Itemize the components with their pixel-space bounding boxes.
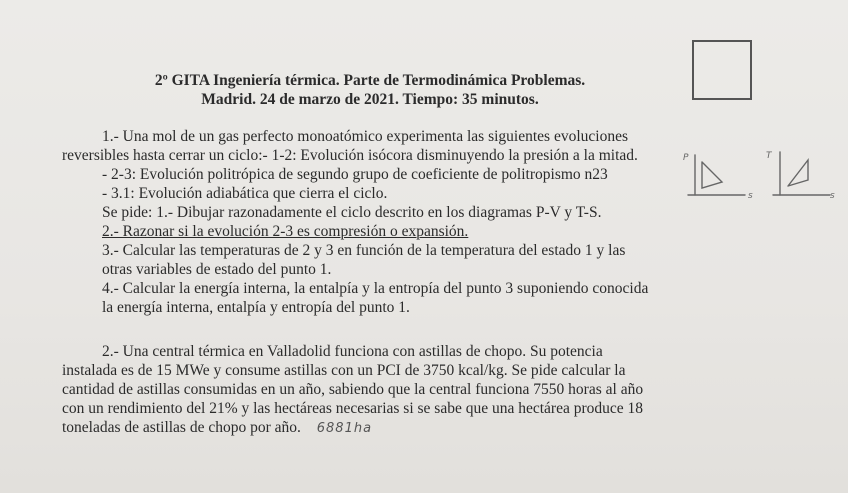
p1-line-2: reversibles hasta cerrar un ciclo:- 1-2: Evolución isócora disminuyendo la presión a la mitad. bbox=[62, 147, 638, 164]
handwritten-answer: 6881ha bbox=[316, 421, 373, 436]
p2-line-5-text: toneladas de astillas de chopo por año. bbox=[62, 419, 301, 436]
sketch-label-v: s bbox=[748, 191, 753, 201]
p1-line-6: 2.- Razonar si la evolución 2-3 es compresión o expansión. bbox=[102, 223, 469, 240]
sketch-label-s: s bbox=[830, 191, 835, 201]
sketch-label-t: T bbox=[766, 151, 772, 161]
p1-line-7: 3.- Calcular las temperaturas de 2 y 3 en función de la temperatura del estado 1 y las bbox=[102, 242, 626, 259]
header-title: 2º GITA Ingeniería térmica. Parte de Termodinámica Problemas. bbox=[154, 72, 586, 89]
exam-header bbox=[130, 71, 610, 109]
sketch-label-p: P bbox=[683, 153, 689, 163]
p1-line-3: - 2-3: Evolución politrópica de segundo grupo de coeficiente de politropismo n23 bbox=[102, 166, 608, 183]
p2-line-2: instalada es de 15 MWe y consume astillas con un PCI de 3750 kcal/kg. Se pide calcular la bbox=[62, 362, 626, 379]
header-date: Madrid. 24 de marzo de 2021. Tiempo: 35 minutos. bbox=[201, 91, 539, 108]
grade-box bbox=[692, 40, 752, 100]
p2-line-5 bbox=[62, 418, 372, 438]
p2-line-3: cantidad de astillas consumidas en un año, sabiendo que la central funciona 7550 horas al año bbox=[62, 381, 644, 398]
handwritten-diagram-sketch bbox=[670, 140, 840, 210]
p1-line-10: la energía interna, entalpía y entropía del punto 1. bbox=[102, 299, 410, 316]
p1-line-5: Se pide: 1.- Dibujar razonadamente el ciclo descrito en los diagramas P-V y T-S. bbox=[102, 204, 602, 221]
p1-line-9: 4.- Calcular la energía interna, la entalpía y la entropía del punto 3 suponiendo conocida bbox=[102, 280, 649, 297]
p1-line-1: 1.- Una mol de un gas perfecto monoatómico experimenta las siguientes evoluciones bbox=[102, 128, 628, 145]
p1-line-4: - 3.1: Evolución adiabática que cierra el ciclo. bbox=[102, 185, 388, 202]
p1-line-8: otras variables de estado del punto 1. bbox=[102, 261, 332, 278]
p2-line-4: con un rendimiento del 21% y las hectáreas necesarias si se sabe que una hectárea produce 18 bbox=[62, 400, 644, 417]
p2-line-1: 2.- Una central térmica en Valladolid funciona con astillas de chopo. Su potencia bbox=[102, 343, 603, 360]
